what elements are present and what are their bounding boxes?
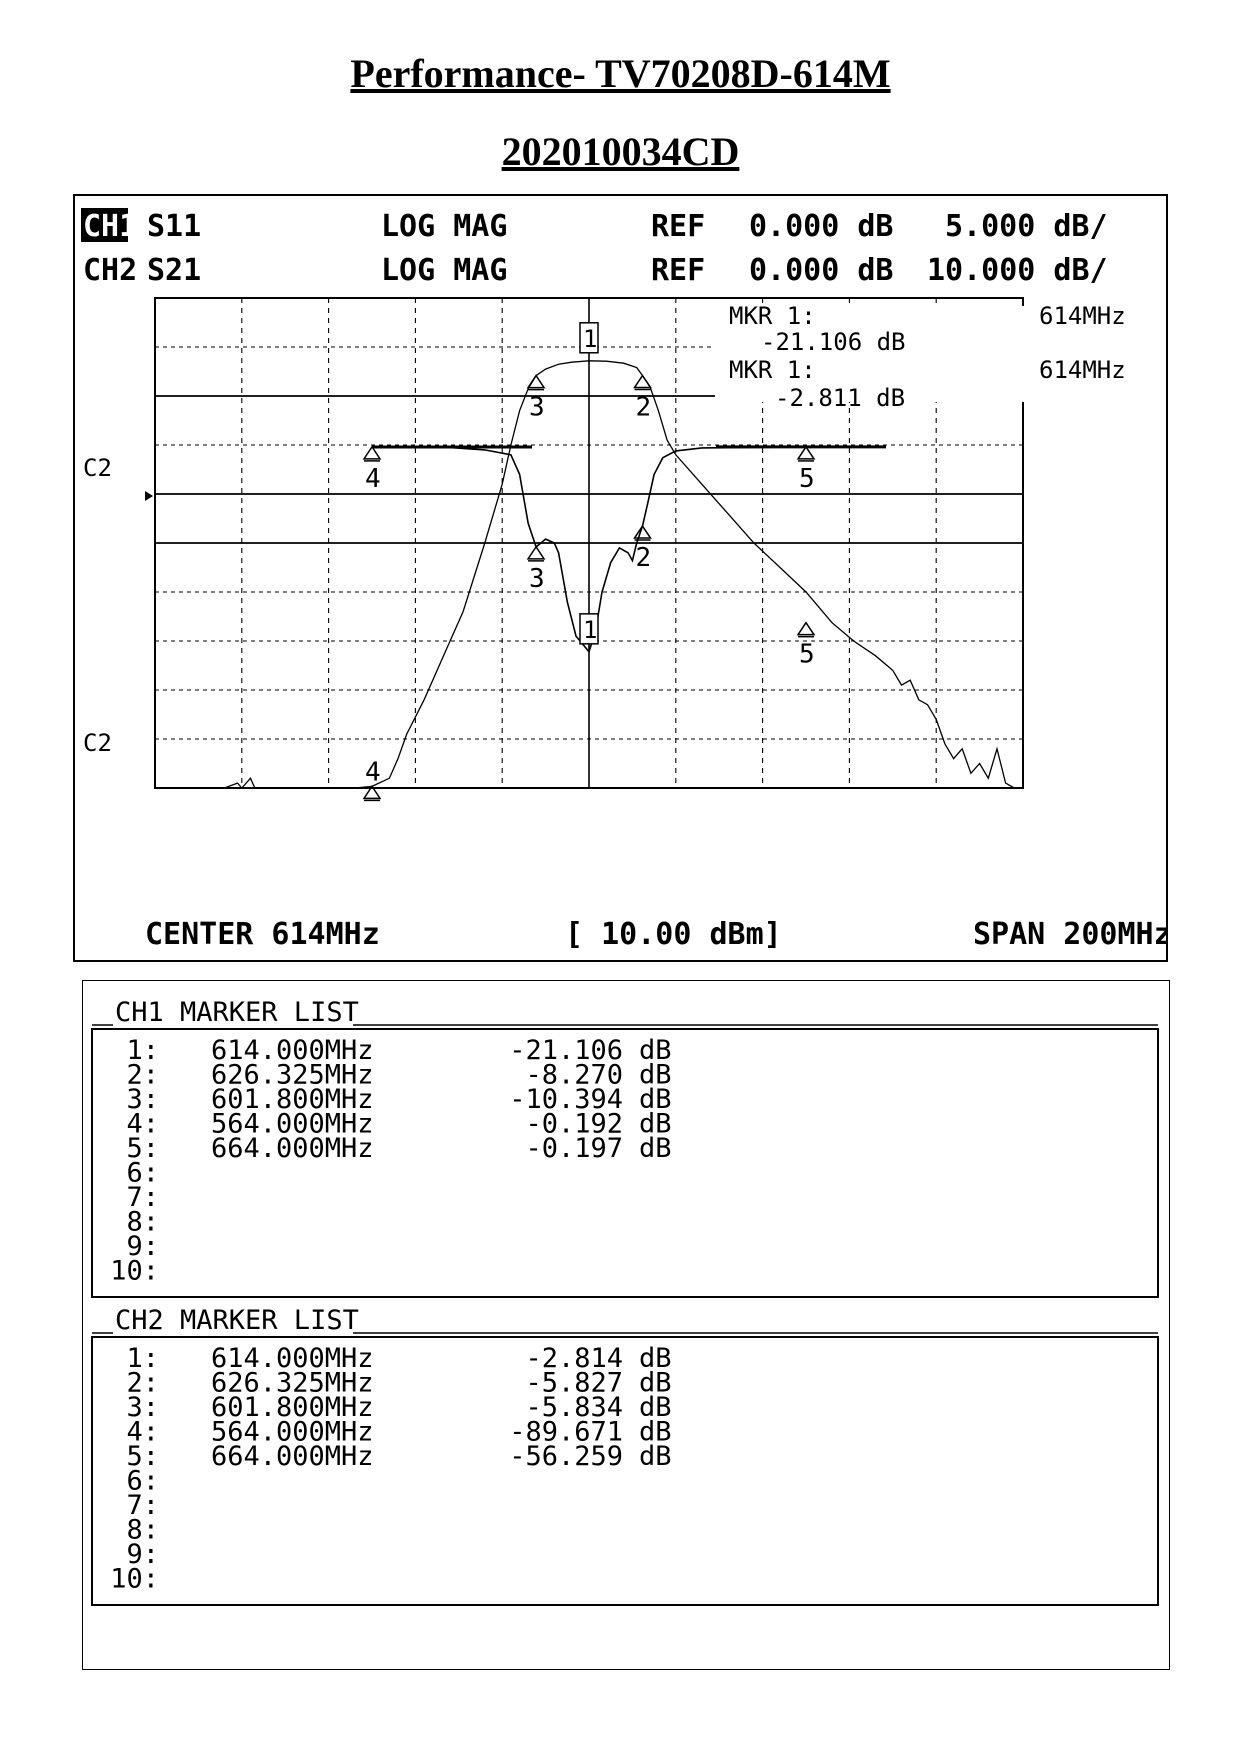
s21-marker-5 xyxy=(798,623,814,635)
s21-marker-2-label: 2 xyxy=(635,392,652,423)
marker-list-frequency: 664.000MHz xyxy=(211,1441,374,1472)
ch2-label: CH2 xyxy=(83,253,138,288)
source-power: [ 10.00 dBm] xyxy=(565,917,782,952)
ch2-ref-label: REF xyxy=(651,253,706,288)
marker-list-unit: dB xyxy=(639,1441,672,1472)
marker-list-index: 9: xyxy=(126,1231,159,1262)
ch1-ref: 0.000 dB xyxy=(749,209,894,244)
marker-list-index: 5: xyxy=(126,1133,159,1164)
marker-list-unit: dB xyxy=(639,1108,672,1140)
marker-readout-2-value: -2.811 dB xyxy=(775,384,906,412)
marker-list-value: -0.197 xyxy=(525,1133,623,1164)
marker-list-value: -5.834 xyxy=(525,1392,623,1423)
ch2-scale: 10.000 dB/ xyxy=(927,253,1108,288)
ch1-label: CH1 xyxy=(83,209,138,244)
marker-list-unit: dB xyxy=(639,1392,672,1423)
marker-list-index: 10: xyxy=(110,1563,159,1595)
ch2-marker-list xyxy=(92,1305,1158,1605)
marker-list-unit: dB xyxy=(639,1133,672,1164)
s11-marker-4-label: 4 xyxy=(365,463,381,494)
ch2-ref: 0.000 dB xyxy=(749,253,894,288)
s21-marker-2 xyxy=(634,376,650,388)
center-frequency: CENTER 614MHz xyxy=(145,917,380,952)
marker-list-frequency: 601.800MHz xyxy=(211,1392,374,1423)
marker-list-title: CH2 MARKER LIST xyxy=(115,1305,359,1336)
analyzer-display xyxy=(75,196,1166,960)
marker-list-value: -0.192 xyxy=(525,1108,623,1140)
ch1-ref-pointer xyxy=(145,491,153,501)
marker-list-title: CH1 MARKER LIST xyxy=(115,997,359,1028)
marker-list-value: -21.106 xyxy=(509,1035,623,1066)
marker-list-index: 2: xyxy=(126,1059,159,1091)
marker-list-index: 9: xyxy=(126,1539,159,1570)
marker-list-frequency: 614.000MHz xyxy=(211,1343,374,1374)
marker-list-value: -2.814 xyxy=(525,1343,623,1374)
marker-list-index: 5: xyxy=(126,1441,159,1472)
marker-list-unit: dB xyxy=(639,1367,672,1399)
marker-list-frequency: 564.000MHz xyxy=(211,1108,374,1140)
marker-list-value: -8.270 xyxy=(525,1059,623,1091)
marker-readout-1-freq: 614MHz xyxy=(1039,302,1126,330)
marker-list-panel xyxy=(82,980,1170,1670)
marker-list-unit: dB xyxy=(639,1343,672,1374)
ch2-param: S21 xyxy=(147,253,202,288)
marker-list-index: 2: xyxy=(126,1367,159,1399)
s11-marker-3 xyxy=(528,547,544,559)
marker-list-index: 3: xyxy=(126,1084,159,1115)
s11-marker-2-label: 2 xyxy=(635,543,652,574)
marker-list-frequency: 664.000MHz xyxy=(211,1133,374,1164)
marker-list-index: 3: xyxy=(126,1392,159,1423)
marker-list-index: 8: xyxy=(126,1514,159,1546)
marker-readout-2-freq: 614MHz xyxy=(1039,356,1126,384)
s21-marker-4-label: 4 xyxy=(365,757,381,788)
ch1-param: S11 xyxy=(147,209,202,244)
marker-list-frequency: 564.000MHz xyxy=(211,1416,374,1448)
marker-list-frequency: 601.800MHz xyxy=(211,1084,374,1115)
s11-marker-4 xyxy=(364,447,380,459)
marker-list-value: -10.394 xyxy=(509,1084,623,1115)
s11-marker-5 xyxy=(798,447,814,459)
marker-list-index: 7: xyxy=(126,1490,159,1521)
ch1-marker-list xyxy=(92,997,1158,1297)
marker-readout-1-label: MKR 1: xyxy=(729,302,816,330)
side-label-c2-lower: C2 xyxy=(83,729,112,757)
frequency-span: SPAN 200MHz xyxy=(973,917,1166,952)
marker-list-index: 4: xyxy=(126,1416,159,1448)
marker-readout-2-label: MKR 1: xyxy=(729,356,816,384)
marker-list-index: 1: xyxy=(126,1035,159,1066)
marker-list-value: -89.671 xyxy=(509,1416,623,1448)
marker-list-index: 7: xyxy=(126,1182,159,1213)
s21-marker-1-label: 1 xyxy=(583,324,598,353)
marker-list-index: 6: xyxy=(126,1465,159,1497)
serial-number: 202010034CD xyxy=(501,129,740,174)
marker-list-value: -56.259 xyxy=(509,1441,623,1472)
s11-marker-1-label: 1 xyxy=(583,615,598,644)
marker-list-display xyxy=(83,981,1169,1669)
analyzer-screen xyxy=(73,194,1168,962)
marker-list-unit: dB xyxy=(639,1416,672,1448)
ch1-ref-label: REF xyxy=(651,209,706,244)
marker-list-index: 6: xyxy=(126,1157,159,1189)
marker-list-index: 1: xyxy=(126,1343,159,1374)
ch2-format: LOG MAG xyxy=(381,253,508,288)
marker-list-index: 4: xyxy=(126,1108,159,1140)
side-label-c2-upper: C2 xyxy=(83,454,112,482)
s21-marker-3-label: 3 xyxy=(529,392,545,423)
ch1-scale: 5.000 dB/ xyxy=(945,209,1108,244)
s21-marker-5-label: 5 xyxy=(799,639,815,670)
marker-list-unit: dB xyxy=(639,1084,672,1115)
s11-marker-5-label: 5 xyxy=(799,463,815,494)
marker-list-frequency: 626.325MHz xyxy=(211,1059,374,1091)
s11-marker-3-label: 3 xyxy=(529,563,545,594)
marker-list-frequency: 626.325MHz xyxy=(211,1367,374,1399)
marker-list-unit: dB xyxy=(639,1035,672,1066)
ch1-format: LOG MAG xyxy=(381,209,508,244)
marker-readout-1-value: -21.106 dB xyxy=(761,328,906,356)
marker-list-frequency: 614.000MHz xyxy=(211,1035,374,1066)
marker-list-index: 10: xyxy=(110,1255,159,1287)
marker-list-value: -5.827 xyxy=(525,1367,623,1399)
marker-list-index: 8: xyxy=(126,1206,159,1238)
marker-list-unit: dB xyxy=(639,1059,672,1091)
page-title: Performance- TV70208D-614M xyxy=(350,51,891,96)
